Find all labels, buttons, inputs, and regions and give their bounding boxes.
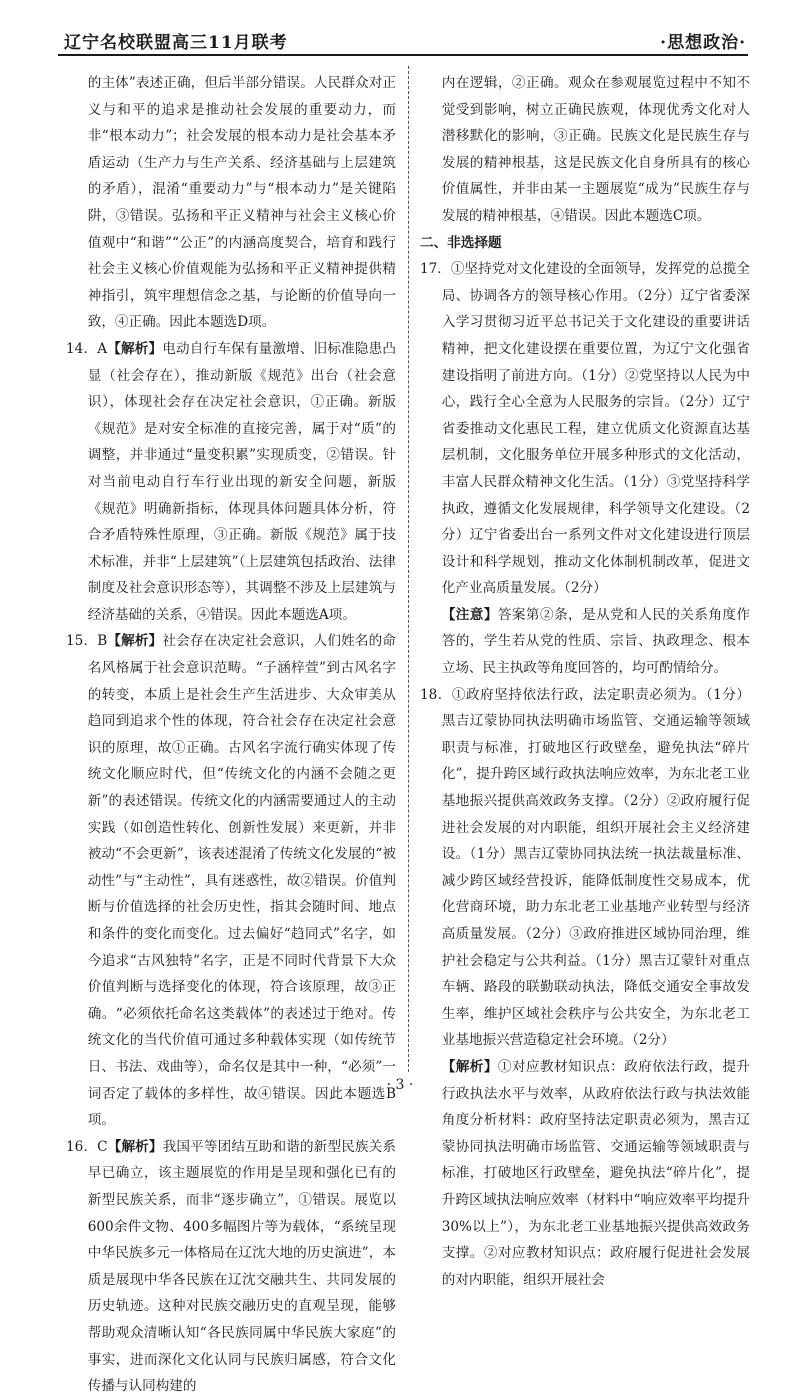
answer-15-label: 【解析】 [107,633,163,650]
answer-18-analysis-label: 【解析】 [441,1058,498,1075]
left-column [66,70,396,1400]
answer-14-label: 【解析】 [107,340,163,357]
answer-17 [420,256,750,602]
answer-14-text: 电动自行车保有量激增、旧标准隐患凸显（社会存在），推动新版《规范》出台（社会意识），体现社会存在决定社会意识，①正确。新版《规范》是对安全标准的直接完善，属于对“质”的调整，并非通过“量变积累”实现质变，②错误。针对当前电动自行车行业出现的新安全问题，新版《规范》明确新指标，体现具体问题具体分析，符合矛盾特殊性原理，③正确。新版《规范》属于技术标准，并非“上层建筑”（上层建筑包括政治、法律制度及社会意识形态等），其调整不涉及上层建筑与经济基础的关系，④错误。因此本题选A项。 [87,340,397,623]
answer-18-text: ①政府坚持依法行政，法定职责必须为。（1分）黑吉辽蒙协同执法明确市场监管、交通运输等领域职责与标准，打破地区行政壁垒，避免执法“碎片化”，提升跨区域行政执法响应效率，为东北老工业基地振兴提供高效政务支撑。（2分）②政府履行促进社会发展的对内职能，组织开展社会主义经济建设。（1分）黑吉辽蒙协同执法统一执法裁量标准、减少跨区域经营投诉，能降低制度性交易成本，优化营商环境，助力东北老工业基地产业转型与经济高质量发展。（2分）③政府推进区域协同治理，维护社会稳定与公共利益。（1分）黑吉辽蒙针对重点车辆、路段的联勤联动执法，降低交通安全事故发生率，维护区域社会秩序与公共安全，为东北老工业基地振兴营造稳定社会环境。（2分） [441,686,750,1049]
exam-title: 辽宁名校联盟高三11月联考 [64,33,288,53]
answer-13-continued: 的主体”表述正确，但后半部分错误。人民群众对正义与和平的追求是推动社会发展的重要动力，而非“根本动力”；社会发展的根本动力是社会基本矛盾运动（生产力与生产关系、经济基础与上层建筑的矛盾），混淆“重要动力”与“根本动力”是关键陷阱，③错误。弘扬和平正义精神与社会主义核心价值观中“和谐”“公正”的内涵高度契合，培育和践行社会主义核心价值观能为弘扬和平正义精神提供精神指引，筑牢理想信念之基，与论断的价值导向一致，④正确。因此本题选D项。 [87,75,396,331]
answer-17-note-text: 答案第②条，是从党和人民的关系角度作答的，学生若从党的性质、宗旨、执政理念、根本立场、民主执政等角度回答的，均可酌情给分。 [441,606,750,677]
section-title: 二、非选择题 [420,234,502,251]
subject-label: ·思想政治· [660,33,746,53]
column-divider [408,66,409,1072]
answer-17-note-label: 【注意】 [441,606,498,623]
answer-16-continued: 内在逻辑，②正确。观众在参观展览过程中不知不觉受到影响，树立正确民族观，体现优秀文化对人潜移默化的影响，③正确。民族文化是民族生存与发展的精神根基，这是民族文化自身所具有的核心价值属性，并非由某一主题展览“成为”民族生存与发展的精神根基，④错误。因此本题选C项。 [441,75,750,224]
page-number: · 3 · [386,1077,414,1093]
answer-16-text: 我国平等团结互助和谐的新型民族关系早已确立，该主题展览的作用是呈现和强化已有的新型民族关系，而非“逐步确立”，①错误。展览以600余件文物、400多幅图片等为载体，“系统呈现中华民族多元一体格局在辽沈大地的历史演进”，本质是展现中华各民族在辽沈交融共生、共同发展的历史轨迹。这种对民族交融历史的直观呈现，能够帮助观众清晰认知“各民族同属中华民族大家庭”的事实，进而深化文化认同与民族归属感，符合文化传播与认同构建的 [87,1138,396,1395]
answer-18-number: 18． [420,686,452,703]
page-header [58,20,748,56]
answer-16-label: 【解析】 [107,1138,163,1155]
answer-17-number: 17． [420,261,451,278]
answer-18-analysis-text: ①对应教材知识点：政府依法行政，提升行政执法水平与效率，从政府依法行政与执法效能角度分析材料：政府坚持法定职责必须为，黑吉辽蒙协同执法明确市场监管、交通运输等领域职责与标准，打破地区行政壁垒，避免执法“碎片化”，提升跨区域执法响应效率（材料中“响应效率平均提升30%以上”），为东北老工业基地振兴提供高效政务支撑。②对应教材知识点：政府履行促进社会发展的对内职能，组织开展社会 [441,1058,750,1288]
answer-15-number: 15．B [66,633,108,650]
right-column [420,70,750,1293]
answer-17-note [420,602,750,682]
answer-15 [66,628,396,1133]
answer-16-number: 16．C [66,1138,108,1155]
answer-14 [66,336,396,629]
answer-14-number: 14．A [66,340,108,357]
answer-18 [420,682,750,1054]
answer-15-text: 社会存在决定社会意识，人们姓名的命名风格属于社会意识范畴。“子涵梓萱”到古风名字的转变，本质上是社会生产生活进步、大众审美从趋同到追求个性的体现，符合社会存在决定社会意识的原理，故①正确。古风名字流行确实体现了传统文化顺应时代，但“传统文化的内涵不会随之更新”的表述错误。传统文化的内涵需要通过人的主动实践（如创造性转化、创新性发展）来更新，并非被动“不会更新”，该表述混淆了传统文化发展的“被动性”与“主动性”，具有迷惑性，故②错误。价值判断与价值选择的社会历史性，指其会随时间、地点和条件的变化而变化。过去偏好“趋同式”名字，如今追求“古风独特”名字，正是不同时代背景下大众价值判断与选择变化的体现，符合该原理，故③正确。“必须依托命名这类载体”的表述过于绝对。传统文化的当代价值可通过多种载体实现（如传统节日、书法、戏曲等），命名仅是其中一种，“必须”一词否定了载体的多样性，故④错误。因此本题选B项。 [87,633,397,1129]
answer-17-text: ①坚持党对文化建设的全面领导，发挥党的总揽全局、协调各方的领导核心作用。（2分）辽宁省委深入学习贯彻习近平总书记关于文化建设的重要讲话精神，把文化建设摆在重要位置，为辽宁文化强省建设指明了前进方向。（1分）②党坚持以人民为中心，践行全心全意为人民服务的宗旨。（2分）辽宁省委推动文化惠民工程，建立优质文化资源直达基层机制，文化服务单位开展多种形式的文化活动，丰富人民群众精神文化生活。（1分）③党坚持科学执政，遵循文化发展规律，科学领导文化建设。（2分）辽宁省委出台一系列文件对文化建设进行顶层设计和科学规划，推动文化体制机制改革，促进文化产业高质量发展。（2分） [441,261,750,597]
answer-16 [66,1134,396,1400]
